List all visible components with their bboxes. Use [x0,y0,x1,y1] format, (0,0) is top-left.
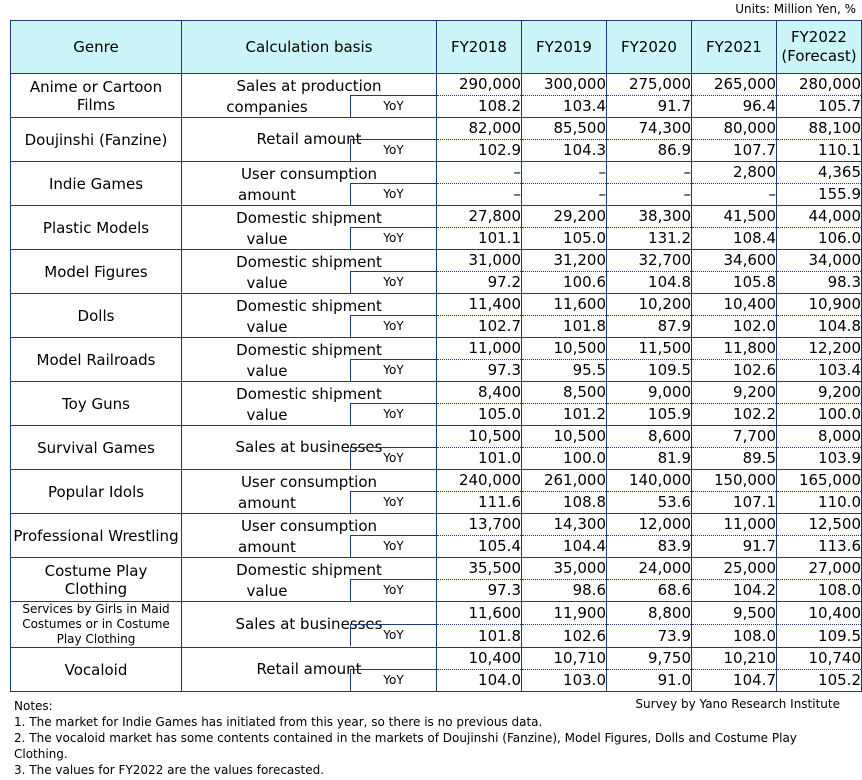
yoy-label: YoY [350,624,436,646]
yoy-cell: 102.2 [692,404,777,426]
header-genre: Genre [11,21,182,74]
basis-cell [182,602,437,648]
yoy-cell: 89.5 [692,448,777,470]
basis-cell [182,470,437,514]
yoy-cell: 101.1 [437,228,522,250]
value-cell: 300,000 [522,74,607,96]
units-label: Units: Million Yen, % [735,2,856,16]
basis-cell [182,162,437,206]
value-cell: 85,500 [522,118,607,140]
basis-label-line2: amount [238,494,296,512]
yoy-cell: 111.6 [437,492,522,514]
value-cell: 11,500 [607,338,692,360]
header-fy2022 [777,21,862,74]
yoy-cell: 104.0 [437,670,522,692]
yoy-cell: 98.3 [777,272,862,294]
table-row [11,250,862,272]
basis-cell [182,338,437,382]
yoy-label: YoY [350,447,436,469]
header-fy2018: FY2018 [437,21,522,74]
value-cell: 9,750 [607,648,692,670]
value-cell: 8,600 [607,426,692,448]
basis-cell [182,648,437,692]
genre-label: Survival Games [37,438,155,457]
value-cell: 265,000 [692,74,777,96]
genre-label: Model Railroads [36,350,156,369]
value-cell: 10,400 [437,648,522,670]
value-cell: 8,000 [777,426,862,448]
yoy-cell: 101.8 [437,625,522,648]
yoy-cell: 102.0 [692,316,777,338]
value-cell: 4,365 [777,162,862,184]
value-cell: 35,500 [437,558,522,580]
yoy-cell: 110.0 [777,492,862,514]
value-cell: 10,710 [522,648,607,670]
value-cell: 150,000 [692,470,777,492]
yoy-cell: 104.4 [522,536,607,558]
table-row [11,74,862,96]
basis-label-line2: value [246,274,288,292]
value-cell: 11,600 [437,602,522,625]
yoy-cell: 101.0 [437,448,522,470]
yoy-cell: 113.6 [777,536,862,558]
yoy-label: YoY [350,359,436,381]
basis-label: Sales at businesses [235,615,383,633]
yoy-cell: 81.9 [607,448,692,470]
value-cell: 10,210 [692,648,777,670]
yoy-cell: 108.0 [777,580,862,602]
value-cell: – [607,162,692,184]
basis-cell [182,250,437,294]
genre-cell [11,382,182,426]
note-2: 2. The vocaloid market has some contents contained in the markets of Doujinshi (Fanzine), Model Figures, Dolls and Costume Play Clothing. [14,731,797,761]
value-cell: 82,000 [437,118,522,140]
yoy-label: YoY [350,271,436,293]
value-cell: 44,000 [777,206,862,228]
yoy-cell: 106.0 [777,228,862,250]
value-cell: 9,500 [692,602,777,625]
genre-cell [11,602,182,648]
basis-cell [182,426,437,470]
genre-label-line2: Films [76,95,116,114]
note-3: 3. The values for FY2022 are the values forecasted. [14,763,325,777]
genre-label: Model Figures [44,262,148,281]
table-row [11,426,862,448]
genre-label: Vocaloid [64,660,128,679]
genre-label-line2: Clothing [64,579,128,598]
basis-cell [182,514,437,558]
genre-cell [11,470,182,514]
value-cell: 9,200 [692,382,777,404]
yoy-cell: – [607,184,692,206]
genre-label: Costume Play [44,561,148,580]
header-row [11,21,862,74]
yoy-cell: 131.2 [607,228,692,250]
basis-cell [182,206,437,250]
basis-label: User consumption [240,473,378,491]
basis-label: Domestic shipment [236,209,382,227]
table-row [11,470,862,492]
value-cell: 10,500 [522,338,607,360]
value-cell: 38,300 [607,206,692,228]
value-cell: 10,200 [607,294,692,316]
table-row [11,206,862,228]
yoy-label: YoY [350,491,436,513]
table-row [11,514,862,536]
basis-cell [182,382,437,426]
yoy-cell: 108.2 [437,96,522,118]
header-fy2022-year: FY2022 [791,28,847,46]
yoy-cell: 105.0 [437,404,522,426]
yoy-cell: 107.7 [692,140,777,162]
header-fy2019: FY2019 [522,21,607,74]
value-cell: 2,800 [692,162,777,184]
value-cell: 10,500 [437,426,522,448]
yoy-label: YoY [350,403,436,425]
yoy-cell: – [692,184,777,206]
yoy-cell: 105.7 [777,96,862,118]
yoy-cell: 104.7 [692,670,777,692]
yoy-cell: 91.7 [692,536,777,558]
value-cell: 25,000 [692,558,777,580]
yoy-label: YoY [350,227,436,249]
yoy-cell: 101.8 [522,316,607,338]
header-basis: Calculation basis [182,21,437,74]
yoy-cell: – [522,184,607,206]
genre-label: Professional Wrestling [13,526,179,545]
yoy-cell: 68.6 [607,580,692,602]
value-cell: 10,400 [777,602,862,625]
value-cell: 10,740 [777,648,862,670]
value-cell: 11,800 [692,338,777,360]
basis-label: Domestic shipment [236,253,382,271]
yoy-cell: 103.9 [777,448,862,470]
genre-label: Anime or Cartoon [29,77,163,96]
basis-label: User consumption [240,165,378,183]
basis-label: Sales at businesses [235,438,383,456]
yoy-cell: 104.8 [777,316,862,338]
yoy-cell: – [437,184,522,206]
value-cell: 9,000 [607,382,692,404]
yoy-cell: 98.6 [522,580,607,602]
yoy-cell: 97.2 [437,272,522,294]
value-cell: 140,000 [607,470,692,492]
yoy-cell: 104.3 [522,140,607,162]
yoy-cell: 105.8 [692,272,777,294]
value-cell: 10,500 [522,426,607,448]
genre-label: Doujinshi (Fanzine) [24,130,168,149]
yoy-cell: 108.8 [522,492,607,514]
yoy-cell: 53.6 [607,492,692,514]
basis-cell [182,118,437,162]
header-fy2021: FY2021 [692,21,777,74]
value-cell: 29,200 [522,206,607,228]
value-cell: 35,000 [522,558,607,580]
yoy-cell: 102.6 [692,360,777,382]
value-cell: 12,200 [777,338,862,360]
yoy-cell: 102.6 [522,625,607,648]
value-cell: 32,700 [607,250,692,272]
value-cell: 240,000 [437,470,522,492]
value-cell: 11,900 [522,602,607,625]
genre-label: Toy Guns [62,394,130,413]
genre-cell [11,426,182,470]
value-cell: 7,700 [692,426,777,448]
basis-label: Retail amount [256,660,362,678]
yoy-cell: 87.9 [607,316,692,338]
yoy-label: YoY [350,95,436,117]
genre-label: Popular Idols [47,482,145,501]
basis-cell [182,294,437,338]
basis-cell [182,74,437,118]
genre-label: Services by Girls in Maid Costumes or in Costume Play Clothing [22,602,170,646]
yoy-cell: 101.2 [522,404,607,426]
basis-label: Domestic shipment [236,341,382,359]
header-fy2022-forecast: (Forecast) [781,47,857,65]
value-cell: 80,000 [692,118,777,140]
yoy-cell: 103.4 [777,360,862,382]
yoy-label: YoY [350,579,436,601]
yoy-cell: 73.9 [607,625,692,648]
value-cell: 275,000 [607,74,692,96]
market-size-table [10,20,862,692]
yoy-cell: 96.4 [692,96,777,118]
yoy-cell: 105.2 [777,670,862,692]
basis-label: Domestic shipment [236,561,382,579]
genre-label: Plastic Models [42,218,150,237]
table-row [11,558,862,580]
genre-cell [11,250,182,294]
yoy-cell: 109.5 [607,360,692,382]
basis-label: Domestic shipment [236,385,382,403]
yoy-cell: 100.0 [777,404,862,426]
yoy-cell: 100.6 [522,272,607,294]
value-cell: 12,000 [607,514,692,536]
yoy-cell: 108.0 [692,625,777,648]
value-cell: 10,900 [777,294,862,316]
value-cell: 8,500 [522,382,607,404]
value-cell: 11,400 [437,294,522,316]
table-row [11,602,862,625]
notes-title: Notes: [14,699,53,713]
value-cell: 24,000 [607,558,692,580]
value-cell: 41,500 [692,206,777,228]
yoy-cell: 86.9 [607,140,692,162]
value-cell: – [437,162,522,184]
genre-cell [11,206,182,250]
basis-label-line2: value [246,318,288,336]
yoy-cell: 105.0 [522,228,607,250]
yoy-cell: 97.3 [437,580,522,602]
yoy-cell: 100.0 [522,448,607,470]
yoy-label: YoY [350,315,436,337]
value-cell: 34,000 [777,250,862,272]
genre-label: Dolls [77,306,115,325]
genre-label: Indie Games [48,174,144,193]
yoy-cell: 105.9 [607,404,692,426]
value-cell: 11,000 [437,338,522,360]
note-1: 1. The market for Indie Games has initiated from this year, so there is no previous data. [14,715,543,729]
value-cell: 74,300 [607,118,692,140]
value-cell: – [522,162,607,184]
value-cell: 12,500 [777,514,862,536]
yoy-cell: 91.0 [607,670,692,692]
yoy-cell: 83.9 [607,536,692,558]
yoy-cell: 107.1 [692,492,777,514]
yoy-label: YoY [350,139,436,161]
yoy-label: YoY [350,183,436,205]
genre-cell [11,514,182,558]
basis-label-line2: amount [238,186,296,204]
table-row [11,338,862,360]
genre-cell [11,294,182,338]
value-cell: 9,200 [777,382,862,404]
value-cell: 290,000 [437,74,522,96]
basis-label-line2: value [246,582,288,600]
table-row [11,382,862,404]
value-cell: 13,700 [437,514,522,536]
genre-cell [11,162,182,206]
yoy-cell: 105.4 [437,536,522,558]
yoy-cell: 104.2 [692,580,777,602]
genre-cell [11,118,182,162]
basis-cell [182,558,437,602]
genre-cell [11,648,182,692]
genre-cell [11,558,182,602]
genre-cell [11,338,182,382]
table-row [11,294,862,316]
basis-label-line2: amount [238,538,296,556]
yoy-cell: 102.9 [437,140,522,162]
table-row [11,648,862,670]
value-cell: 88,100 [777,118,862,140]
basis-label-line2: value [246,230,288,248]
yoy-cell: 95.5 [522,360,607,382]
basis-label: User consumption [240,517,378,535]
table-row [11,118,862,140]
value-cell: 31,000 [437,250,522,272]
yoy-label: YoY [350,535,436,557]
value-cell: 280,000 [777,74,862,96]
value-cell: 261,000 [522,470,607,492]
genre-cell [11,74,182,118]
yoy-cell: 108.4 [692,228,777,250]
yoy-cell: 104.8 [607,272,692,294]
value-cell: 27,800 [437,206,522,228]
table-row [11,162,862,184]
value-cell: 8,800 [607,602,692,625]
value-cell: 27,000 [777,558,862,580]
yoy-label: YoY [350,669,436,691]
value-cell: 10,400 [692,294,777,316]
yoy-cell: 91.7 [607,96,692,118]
notes [14,698,846,778]
basis-label: Domestic shipment [236,297,382,315]
basis-label: Retail amount [256,130,362,148]
value-cell: 34,600 [692,250,777,272]
basis-label-line2: value [246,362,288,380]
value-cell: 14,300 [522,514,607,536]
basis-label: Sales at production [236,77,382,95]
basis-label-line2: value [246,406,288,424]
yoy-cell: 97.3 [437,360,522,382]
yoy-cell: 102.7 [437,316,522,338]
header-fy2020: FY2020 [607,21,692,74]
yoy-cell: 110.1 [777,140,862,162]
value-cell: 165,000 [777,470,862,492]
value-cell: 31,200 [522,250,607,272]
value-cell: 11,000 [692,514,777,536]
yoy-cell: 109.5 [777,625,862,648]
value-cell: 8,400 [437,382,522,404]
yoy-cell: 155.9 [777,184,862,206]
value-cell: 11,600 [522,294,607,316]
yoy-cell: 103.0 [522,670,607,692]
basis-label-line2: companies [226,98,308,116]
yoy-cell: 103.4 [522,96,607,118]
source-label: Survey by Yano Research Institute [635,697,840,711]
